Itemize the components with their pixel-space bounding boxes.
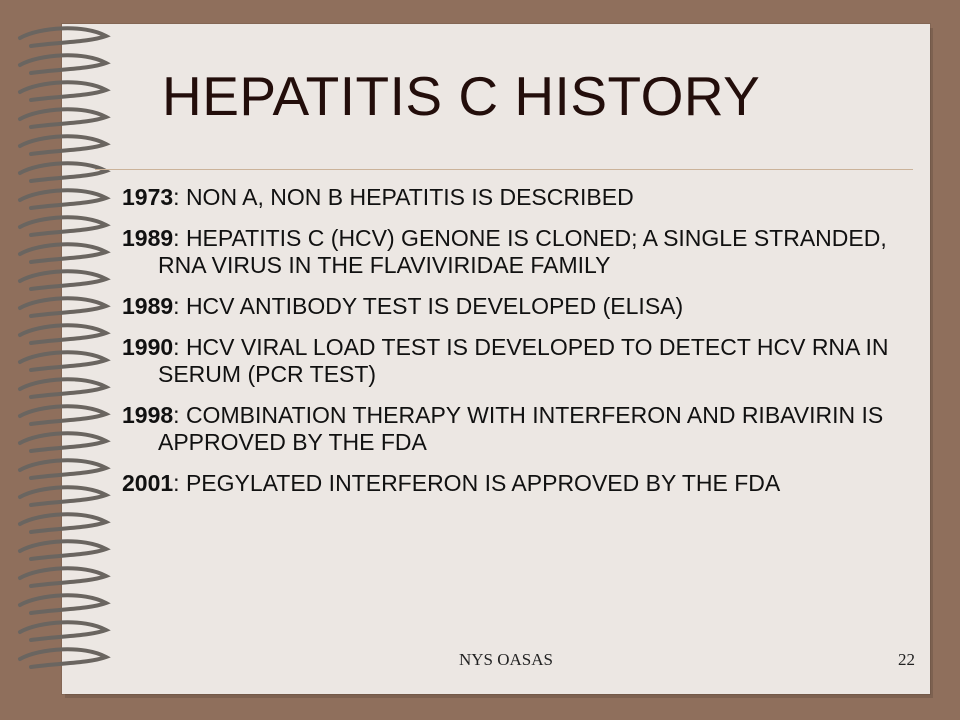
spiral-rings [20,28,106,667]
history-description: : HCV VIRAL LOAD TEST IS DEVELOPED TO DETECT HCV RNA IN SERUM (PCR TEST) [158,334,889,387]
history-item-1989-genome [122,225,902,279]
history-description: : HCV ANTIBODY TEST IS DEVELOPED (ELISA) [173,293,684,319]
history-year: 1990 [122,334,174,360]
slide-title: HEPATITIS C HISTORY [162,65,761,127]
history-year: 1989 [122,225,174,251]
history-item-1998 [122,402,902,456]
history-year: 2001 [122,470,174,496]
slide-page-number: 22 [898,650,915,669]
title-divider [95,169,913,170]
spiral-binding [8,24,118,694]
history-item-1989-antibody-test [122,293,902,320]
history-item-2001 [122,470,902,497]
history-description: : PEGYLATED INTERFERON IS APPROVED BY THE FDA [173,470,781,496]
history-year: 1973 [122,184,174,210]
history-description: : NON A, NON B HEPATITIS IS DESCRIBED [173,184,634,210]
history-year: 1998 [122,402,174,428]
history-year: 1989 [122,293,174,319]
history-item-1990 [122,334,902,388]
history-description: : COMBINATION THERAPY WITH INTERFERON AND RIBAVIRIN IS APPROVED BY THE FDA [158,402,884,455]
footer-organization: NYS OASAS [459,650,553,669]
history-item-1973 [122,184,902,211]
history-description: : HEPATITIS C (HCV) GENONE IS CLONED; A SINGLE STRANDED, RNA VIRUS IN THE FLAVIVIRIDAE FAMILY [158,225,887,278]
hepatitis-c-history-list [122,184,902,511]
